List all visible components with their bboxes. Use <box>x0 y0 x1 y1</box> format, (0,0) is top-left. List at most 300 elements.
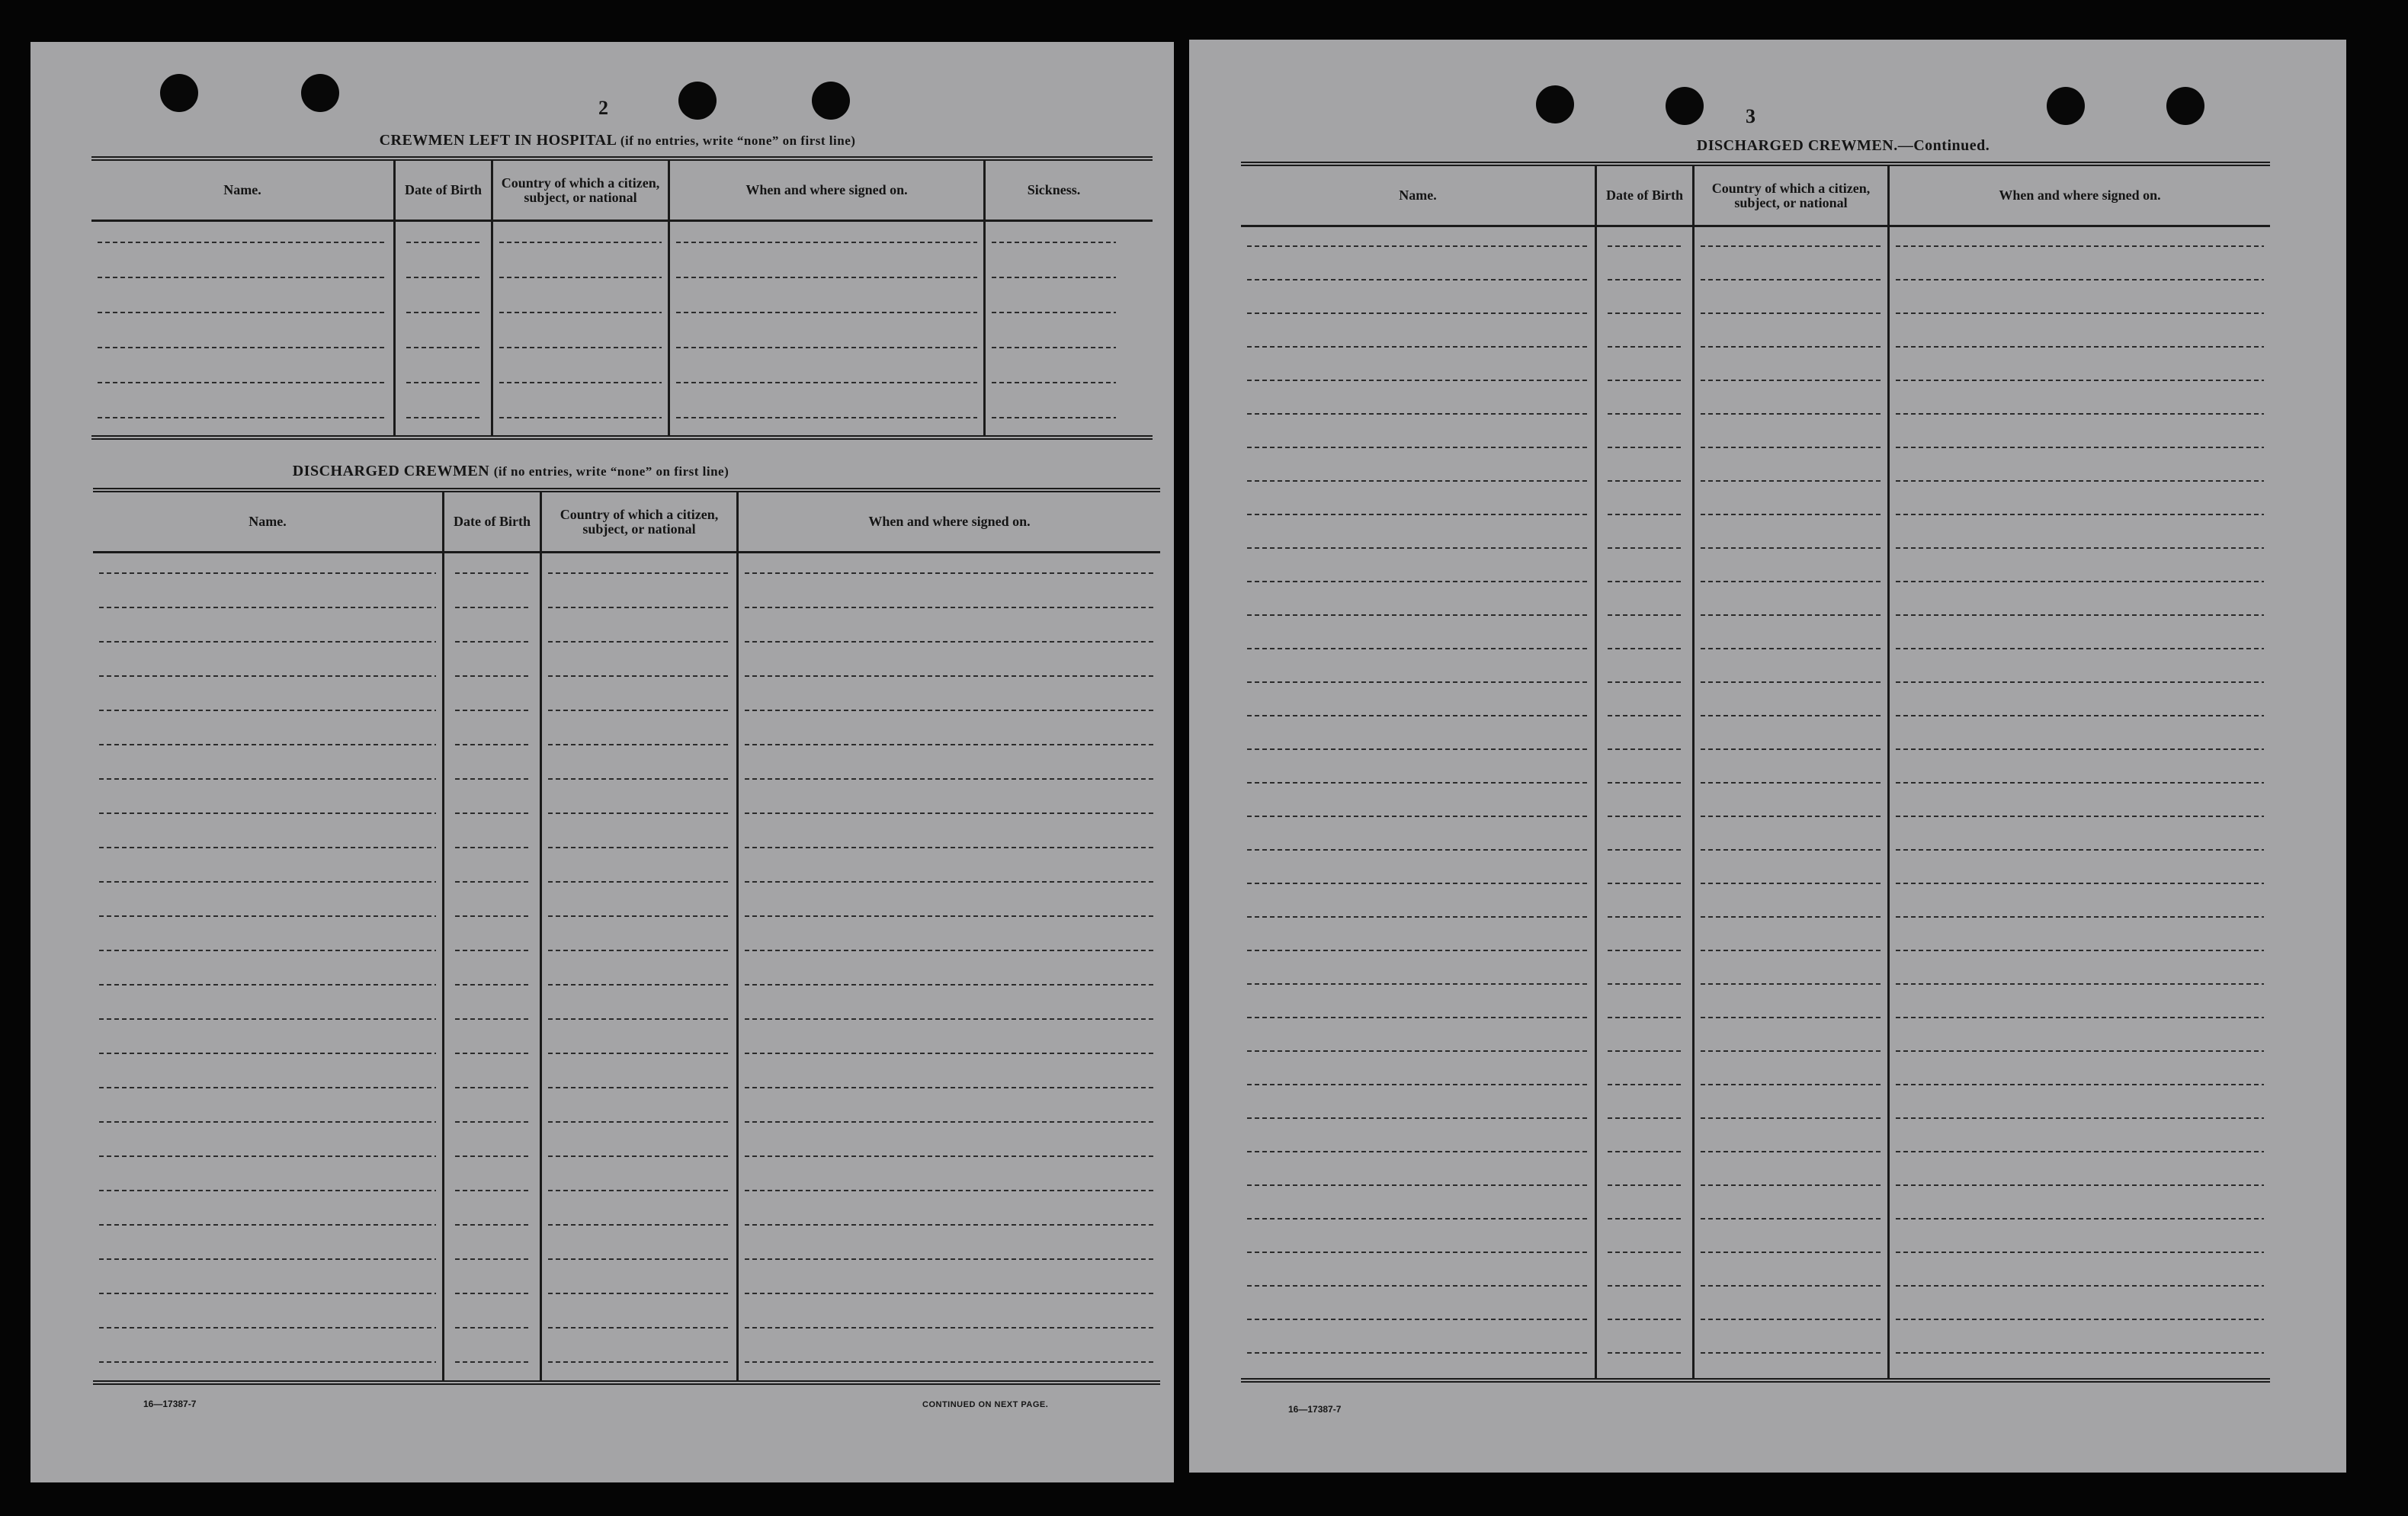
entry-line <box>1896 547 2264 549</box>
col-header-country: Country of which a citizen, subject, or national <box>540 492 736 551</box>
entry-line <box>1896 1319 2264 1320</box>
entry-line <box>1247 782 1589 784</box>
entry-line <box>1247 748 1589 750</box>
entry-line <box>1896 614 2264 616</box>
entry-line <box>1247 816 1589 817</box>
entry-line <box>455 744 529 745</box>
col-header-date-of-birth: Date of Birth <box>393 161 491 220</box>
entry-line <box>1701 1050 1881 1052</box>
col-header-sickness: Sickness. <box>983 161 1122 220</box>
date-of-birth-column[interactable] <box>1595 227 1692 1378</box>
col-header-signed-on: When and where signed on. <box>668 161 983 220</box>
entry-line <box>745 1361 1154 1363</box>
entry-line <box>99 915 436 917</box>
entry-line <box>676 277 977 278</box>
entry-line <box>1701 447 1881 448</box>
entry-line <box>455 778 529 780</box>
entry-line <box>499 417 662 418</box>
entry-line <box>455 607 529 608</box>
entry-line <box>745 572 1154 574</box>
entry-line <box>992 242 1116 243</box>
entry-line <box>992 417 1116 418</box>
date-of-birth-column[interactable] <box>442 553 540 1380</box>
entry-line <box>1608 1352 1682 1354</box>
signed-on-column[interactable] <box>668 222 983 435</box>
entry-line <box>99 778 436 780</box>
entry-line <box>745 1121 1154 1123</box>
entry-line <box>745 744 1154 745</box>
entry-line <box>1247 681 1589 683</box>
entry-line <box>1247 950 1589 951</box>
form-code: 16—17387-7 <box>143 1399 197 1409</box>
entry-line <box>745 915 1154 917</box>
entry-line <box>1896 312 2264 314</box>
entry-line <box>745 607 1154 608</box>
entry-line <box>99 1087 436 1088</box>
entry-line <box>455 1327 529 1329</box>
punch-hole <box>2047 87 2085 125</box>
entry-line <box>1896 413 2264 415</box>
entry-line <box>99 847 436 848</box>
entry-line <box>1701 245 1881 247</box>
punch-hole <box>1536 85 1574 123</box>
entry-line <box>1896 581 2264 582</box>
entry-line <box>1701 1084 1881 1085</box>
entry-line <box>455 1224 529 1226</box>
entry-line <box>548 812 730 814</box>
entry-line <box>1608 1050 1682 1052</box>
entry-line <box>745 1018 1154 1020</box>
entry-line <box>1608 245 1682 247</box>
hospital-section-title <box>91 132 1143 149</box>
entry-line <box>455 675 529 677</box>
entry-line <box>1896 279 2264 280</box>
col-header-signed-on: When and where signed on. <box>736 492 1160 551</box>
entry-line <box>99 1361 436 1363</box>
entry-line <box>1896 1084 2264 1085</box>
entry-line <box>745 1327 1154 1329</box>
entry-line <box>1701 916 1881 918</box>
entry-line <box>1247 581 1589 582</box>
entry-line <box>1701 782 1881 784</box>
entry-line <box>745 1190 1154 1191</box>
entry-line <box>1608 1151 1682 1152</box>
entry-line <box>745 984 1154 986</box>
entry-line <box>1701 681 1881 683</box>
country-column[interactable] <box>540 553 736 1380</box>
entry-line <box>455 812 529 814</box>
entry-line <box>1247 983 1589 985</box>
entry-line <box>1896 514 2264 515</box>
entry-line <box>1701 1319 1881 1320</box>
entry-line <box>1247 312 1589 314</box>
entry-line <box>548 1087 730 1088</box>
entry-line <box>1608 1017 1682 1018</box>
entry-line <box>1701 1151 1881 1152</box>
entry-line <box>1247 883 1589 884</box>
entry-line <box>99 1327 436 1329</box>
entry-line <box>98 382 387 383</box>
entry-line <box>548 847 730 848</box>
punch-hole <box>301 74 339 112</box>
entry-line <box>745 778 1154 780</box>
entry-line <box>99 1258 436 1260</box>
entry-line <box>548 1121 730 1123</box>
entry-line <box>1701 1184 1881 1186</box>
signed-on-column[interactable] <box>736 553 1160 1380</box>
entry-line <box>548 1224 730 1226</box>
entry-line <box>1247 715 1589 716</box>
entry-line <box>99 572 436 574</box>
col-header-date-of-birth: Date of Birth <box>1595 166 1692 225</box>
entry-line <box>1896 1151 2264 1152</box>
entry-line <box>745 1053 1154 1054</box>
col-header-name: Name. <box>1399 187 1437 204</box>
entry-line <box>99 1293 436 1294</box>
entry-line <box>1608 648 1682 649</box>
entry-line <box>455 1121 529 1123</box>
entry-line <box>455 1258 529 1260</box>
entry-line <box>745 950 1154 951</box>
entry-line <box>1608 514 1682 515</box>
entry-line <box>1896 916 2264 918</box>
entry-line <box>1896 1252 2264 1253</box>
entry-line <box>99 1053 436 1054</box>
col-header-country: Country of which a citizen, subject, or national <box>1692 166 1887 225</box>
entry-line <box>1896 983 2264 985</box>
entry-line <box>99 641 436 643</box>
entry-line <box>406 347 480 348</box>
entry-line <box>676 382 977 383</box>
entry-line <box>1247 279 1589 280</box>
entry-line <box>992 347 1116 348</box>
discharged-title-text: DISCHARGED CREWMEN <box>292 463 490 479</box>
entry-line <box>1701 547 1881 549</box>
entry-line <box>1896 1352 2264 1354</box>
entry-line <box>745 847 1154 848</box>
entry-line <box>1247 1218 1589 1220</box>
entry-line <box>1247 1151 1589 1152</box>
entry-line <box>745 881 1154 883</box>
entry-line <box>455 710 529 711</box>
entry-line <box>1247 1050 1589 1052</box>
entry-line <box>1701 1017 1881 1018</box>
entry-line <box>99 607 436 608</box>
entry-line <box>99 675 436 677</box>
entry-line <box>499 382 662 383</box>
col-header-name: Name. <box>223 182 261 198</box>
entry-line <box>1247 614 1589 616</box>
entry-line <box>676 242 977 243</box>
entry-line <box>1701 648 1881 649</box>
entry-line <box>99 1018 436 1020</box>
entry-line <box>1701 748 1881 750</box>
signed-on-column[interactable] <box>1887 227 2270 1378</box>
entry-line <box>499 312 662 313</box>
right-page <box>1189 40 2346 1473</box>
entry-line <box>455 950 529 951</box>
entry-line <box>1701 312 1881 314</box>
entry-line <box>1608 1117 1682 1119</box>
entry-line <box>1701 581 1881 582</box>
entry-line <box>99 1224 436 1226</box>
entry-line <box>1896 1184 2264 1186</box>
entry-line <box>99 710 436 711</box>
entry-line <box>1247 346 1589 348</box>
entry-line <box>676 312 977 313</box>
entry-line <box>548 1258 730 1260</box>
entry-line <box>1608 547 1682 549</box>
entry-line <box>1608 312 1682 314</box>
entry-line <box>548 641 730 643</box>
entry-line <box>548 1361 730 1363</box>
name-column[interactable] <box>91 222 393 435</box>
punch-hole <box>1666 87 1704 125</box>
entry-line <box>1896 1218 2264 1220</box>
entry-line <box>1608 1218 1682 1220</box>
col-header-signed-on: When and where signed on. <box>1887 166 2270 225</box>
entry-line <box>548 1155 730 1157</box>
entry-line <box>1896 648 2264 649</box>
entry-line <box>1701 950 1881 951</box>
entry-line <box>548 1327 730 1329</box>
entry-line <box>455 572 529 574</box>
page-number: 3 <box>1746 105 1755 127</box>
entry-line <box>1608 380 1682 381</box>
entry-line <box>1608 1252 1682 1253</box>
entry-line <box>99 950 436 951</box>
entry-line <box>499 347 662 348</box>
entry-line <box>1701 883 1881 884</box>
entry-line <box>1896 950 2264 951</box>
entry-line <box>1701 849 1881 851</box>
entry-line <box>455 1293 529 1294</box>
entry-line <box>1247 547 1589 549</box>
entry-line <box>1701 413 1881 415</box>
entry-line <box>1896 715 2264 716</box>
entry-line <box>1608 279 1682 280</box>
entry-line <box>548 1053 730 1054</box>
entry-line <box>1701 614 1881 616</box>
discharged-title-note: (if no entries, write “none” on first line) <box>493 464 729 479</box>
entry-line <box>99 984 436 986</box>
entry-line <box>455 1190 529 1191</box>
entry-line <box>1608 983 1682 985</box>
entry-line <box>1701 279 1881 280</box>
entry-line <box>1896 816 2264 817</box>
entry-line <box>1896 380 2264 381</box>
col-header-name: Name. <box>248 514 287 530</box>
entry-line <box>406 277 480 278</box>
entry-line <box>1608 413 1682 415</box>
entry-line <box>1247 380 1589 381</box>
entry-line <box>1247 480 1589 482</box>
entry-line <box>99 1190 436 1191</box>
entry-line <box>455 847 529 848</box>
entry-line <box>1608 715 1682 716</box>
page-number: 2 <box>598 97 608 119</box>
entry-line <box>98 347 387 348</box>
entry-line <box>1896 1050 2264 1052</box>
entry-line <box>1608 782 1682 784</box>
entry-line <box>1608 614 1682 616</box>
entry-line <box>98 417 387 418</box>
entry-line <box>455 1018 529 1020</box>
punch-hole <box>160 74 198 112</box>
entry-line <box>1608 447 1682 448</box>
entry-line <box>1896 346 2264 348</box>
entry-line <box>745 710 1154 711</box>
entry-line <box>99 1121 436 1123</box>
punch-hole <box>812 82 850 120</box>
entry-line <box>499 277 662 278</box>
entry-line <box>1247 916 1589 918</box>
entry-line <box>406 417 480 418</box>
country-column[interactable] <box>491 222 668 435</box>
entry-line <box>1701 346 1881 348</box>
punch-hole <box>2166 87 2204 125</box>
entry-line <box>1608 1084 1682 1085</box>
discharged-table <box>93 488 1160 1385</box>
entry-line <box>1608 748 1682 750</box>
entry-line <box>98 242 387 243</box>
entry-line <box>548 1293 730 1294</box>
hospital-title-note: (if no entries, write “none” on first line) <box>620 133 856 148</box>
entry-line <box>548 1018 730 1020</box>
hospital-table <box>91 156 1153 440</box>
entry-line <box>1608 581 1682 582</box>
entry-line <box>745 1224 1154 1226</box>
entry-line <box>1701 816 1881 817</box>
entry-line <box>548 881 730 883</box>
entry-line <box>745 641 1154 643</box>
entry-line <box>455 881 529 883</box>
country-column[interactable] <box>1692 227 1887 1378</box>
punch-hole <box>678 82 717 120</box>
entry-line <box>548 607 730 608</box>
entry-line <box>99 744 436 745</box>
col-header-date-of-birth: Date of Birth <box>442 492 540 551</box>
entry-line <box>1608 1184 1682 1186</box>
entry-line <box>1608 883 1682 884</box>
entry-line <box>1608 1319 1682 1320</box>
entry-line <box>1896 245 2264 247</box>
entry-line <box>548 710 730 711</box>
entry-line <box>1247 1117 1589 1119</box>
entry-line <box>548 984 730 986</box>
entry-line <box>1896 480 2264 482</box>
entry-line <box>1608 681 1682 683</box>
entry-line <box>1701 480 1881 482</box>
entry-line <box>1247 648 1589 649</box>
entry-line <box>1896 1285 2264 1287</box>
entry-line <box>1608 346 1682 348</box>
entry-line <box>548 744 730 745</box>
entry-line <box>745 1087 1154 1088</box>
entry-line <box>455 1053 529 1054</box>
entry-line <box>1247 245 1589 247</box>
entry-line <box>745 1258 1154 1260</box>
entry-line <box>1608 816 1682 817</box>
left-page <box>30 42 1174 1482</box>
entry-line <box>676 347 977 348</box>
sickness-column[interactable] <box>983 222 1122 435</box>
entry-line <box>98 312 387 313</box>
entry-line <box>676 417 977 418</box>
entry-line <box>406 312 480 313</box>
entry-line <box>745 675 1154 677</box>
entry-line <box>406 242 480 243</box>
entry-line <box>455 984 529 986</box>
entry-line <box>1247 1084 1589 1085</box>
entry-line <box>1701 514 1881 515</box>
entry-line <box>1701 1218 1881 1220</box>
hospital-title-text: CREWMEN LEFT IN HOSPITAL <box>379 132 617 149</box>
discharged-continued-title: DISCHARGED CREWMEN.—Continued. <box>1696 137 1990 154</box>
entry-line <box>992 312 1116 313</box>
name-column[interactable] <box>93 553 442 1380</box>
entry-line <box>1247 849 1589 851</box>
discharged-continued-table <box>1241 162 2270 1383</box>
entry-line <box>1896 782 2264 784</box>
entry-line <box>1896 681 2264 683</box>
entry-line <box>1247 1285 1589 1287</box>
entry-line <box>1608 916 1682 918</box>
entry-line <box>455 1361 529 1363</box>
col-header-country: Country of which a citizen, subject, or national <box>491 161 668 220</box>
entry-line <box>1896 849 2264 851</box>
entry-line <box>455 915 529 917</box>
entry-line <box>1247 413 1589 415</box>
entry-line <box>1701 983 1881 985</box>
entry-line <box>455 1155 529 1157</box>
form-code: 16—17387-7 <box>1288 1404 1342 1415</box>
entry-line <box>406 382 480 383</box>
entry-line <box>548 915 730 917</box>
entry-line <box>98 277 387 278</box>
continued-note: CONTINUED ON NEXT PAGE. <box>922 1400 1049 1409</box>
entry-line <box>1247 1184 1589 1186</box>
entry-line <box>1701 1117 1881 1119</box>
entry-line <box>1608 480 1682 482</box>
entry-line <box>548 572 730 574</box>
name-column[interactable] <box>1241 227 1595 1378</box>
discharged-section-title <box>91 463 930 480</box>
date-of-birth-column[interactable] <box>393 222 491 435</box>
entry-line <box>1701 1285 1881 1287</box>
entry-line <box>1247 1017 1589 1018</box>
entry-line <box>1608 1285 1682 1287</box>
entry-line <box>548 778 730 780</box>
entry-line <box>745 812 1154 814</box>
entry-line <box>548 950 730 951</box>
entry-line <box>1247 514 1589 515</box>
entry-line <box>99 812 436 814</box>
entry-line <box>992 382 1116 383</box>
entry-line <box>548 1190 730 1191</box>
entry-line <box>1701 1352 1881 1354</box>
entry-line <box>1608 849 1682 851</box>
entry-line <box>99 881 436 883</box>
entry-line <box>1896 748 2264 750</box>
entry-line <box>992 277 1116 278</box>
entry-line <box>455 1087 529 1088</box>
entry-line <box>745 1155 1154 1157</box>
entry-line <box>455 641 529 643</box>
entry-line <box>1896 1017 2264 1018</box>
entry-line <box>1701 715 1881 716</box>
entry-line <box>1247 1319 1589 1320</box>
